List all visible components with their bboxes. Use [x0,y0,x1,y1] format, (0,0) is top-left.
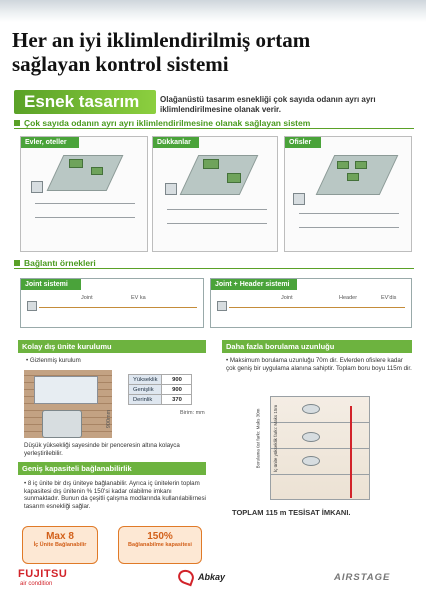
capacity-badge-small: Bağlanabilme kapasitesi [128,542,192,548]
joint-label-b: EV ka [131,295,146,301]
title-line-1: Her an iyi iklimlendirilmiş ortam [12,28,311,52]
outdoor-unit-icon [31,181,43,193]
room-block [337,161,349,169]
max8-badge-small: İç Ünite Bağlanabilir [33,542,87,548]
dim-label: Genişlik [129,385,162,395]
airstage-logo: AIRSTAGE [334,572,391,583]
top-band [0,0,426,22]
indoor-unit-icon [302,404,320,414]
section-connection-label: Bağlantı örnekleri [24,258,96,268]
indoor-unit-icon [302,456,320,466]
outdoor-unit-icon [27,301,37,311]
esnek-banner-label: Esnek tasarım [24,92,140,111]
fujitsu-logo: FUJITSU [18,568,68,580]
pipe-line [39,307,197,308]
building-illustration [47,155,124,191]
piping-heading: Daha fazla borulama uzunluğu [222,340,412,353]
capacity-text: • 8 iç ünite bir dış üniteye bağlanabilir. Ayrıca iç ünitelerin toplam kapasitesi dış ünitenin % 150'si kadar olabilme imkanı sunmaktadır. Bunun da çeşitli çalışma modlarında kullanılabilirnesi tasarım esnekliği sağlar. [24,480,206,510]
capacity-badge [118,526,202,564]
floor-line [270,422,370,423]
dim-value: 900 [162,375,192,385]
header-label-a: Joint [281,295,293,301]
panel-homes-tag: Evler, oteller [21,137,79,148]
pipe-line [229,307,405,308]
building-illustration [180,155,259,195]
max8-badge [22,526,98,564]
capacity-heading: Geniş kapasiteli bağlanabilirlik [18,462,206,475]
outdoor-install-caption: Düşük yüksekliği sayesinde bir penceresin altına kolayca yerleştirilebilir. [24,442,180,457]
table-row [129,395,192,405]
joint-label-a: Joint [81,295,93,301]
outdoor-install-bullet: • Gizlenmiş kurulum [26,357,81,364]
dim-value: 900 [162,385,192,395]
abkay-logo-icon [176,568,196,587]
piping-total: TOPLAM 115 m TESİSAT İMKANI. [232,508,351,517]
floor-line [270,474,370,475]
header-system-tag: Joint + Header sistemi [211,279,297,290]
pipe-line [35,217,135,218]
room-block [203,159,219,169]
outdoor-unit-icon [165,183,177,195]
panel-offices [284,136,412,252]
pipe-line [167,223,267,224]
table-row [129,385,192,395]
outdoor-unit-icon [217,301,227,311]
outdoor-unit-icon [42,410,82,438]
room-block [91,167,103,175]
max8-badge-big: Max 8 [46,531,74,542]
dim-label: Derinlik [129,395,162,405]
section-multi-label: Çok sayıda odanın ayrı ayrı iklimlendirilmesine olanak sağlayan sistem [24,118,311,128]
pipe-line [299,213,399,214]
room-block [227,173,241,183]
table-row [129,375,192,385]
room-block [347,173,359,181]
building-piping-illustration [250,396,380,504]
outdoor-install-heading: Kolay dış ünite kurulumu [18,340,206,353]
section-multi-dot [14,120,20,126]
header-label-c: EV'dis [381,295,397,301]
esnek-intro: Olağanüstü tasarım esnekliği çok sayıda odanın ayrı ayrı iklimlendirilmesine olanak verir. [160,95,376,114]
room-block [69,159,83,168]
pipe-line [35,203,135,204]
vertical-label-1: Borulama üst farkı: Maks 30m [255,408,261,469]
header-label-b: Header [339,295,358,301]
dimension-unit-note: Birim: mm [180,410,205,416]
section-connection-dot [14,260,20,266]
panel-shops-tag: Dükkanlar [153,137,199,148]
header-system-box [210,278,412,328]
dimension-table [128,374,192,405]
vertical-pipe [350,406,352,498]
dim-value: 370 [162,395,192,405]
outdoor-unit-icon [293,193,305,205]
piping-text: • Maksimum borulama uzunluğu 70m dir. Evlerden ofislere kadar çok geniş bir uygulama alanına sahiptir. Toplam boru boyu 115m dir. [226,357,412,372]
panel-shops [152,136,278,252]
joint-system-tag: Joint sistemi [21,279,81,290]
outdoor-side-label: 900mm [106,409,113,429]
capacity-badge-big: 150% [147,531,173,542]
page-title [12,28,417,76]
pipe-line [167,209,267,210]
fujitsu-subtitle: air condition [20,581,53,587]
dim-label: Yükseklik [129,375,162,385]
room-block [355,161,367,169]
title-line-2: sağlayan kontrol sistemi [12,52,229,76]
vertical-label-2: İç ünite yükseklik farkı: Maks 15m [273,404,279,473]
abkay-logo: Abkay [198,572,226,582]
panel-homes [20,136,148,252]
floor-line [270,448,370,449]
joint-system-box [20,278,204,328]
window-illustration [34,376,98,404]
indoor-unit-icon [302,432,320,442]
panel-offices-tag: Ofisler [285,137,321,148]
pipe-line [299,227,399,228]
